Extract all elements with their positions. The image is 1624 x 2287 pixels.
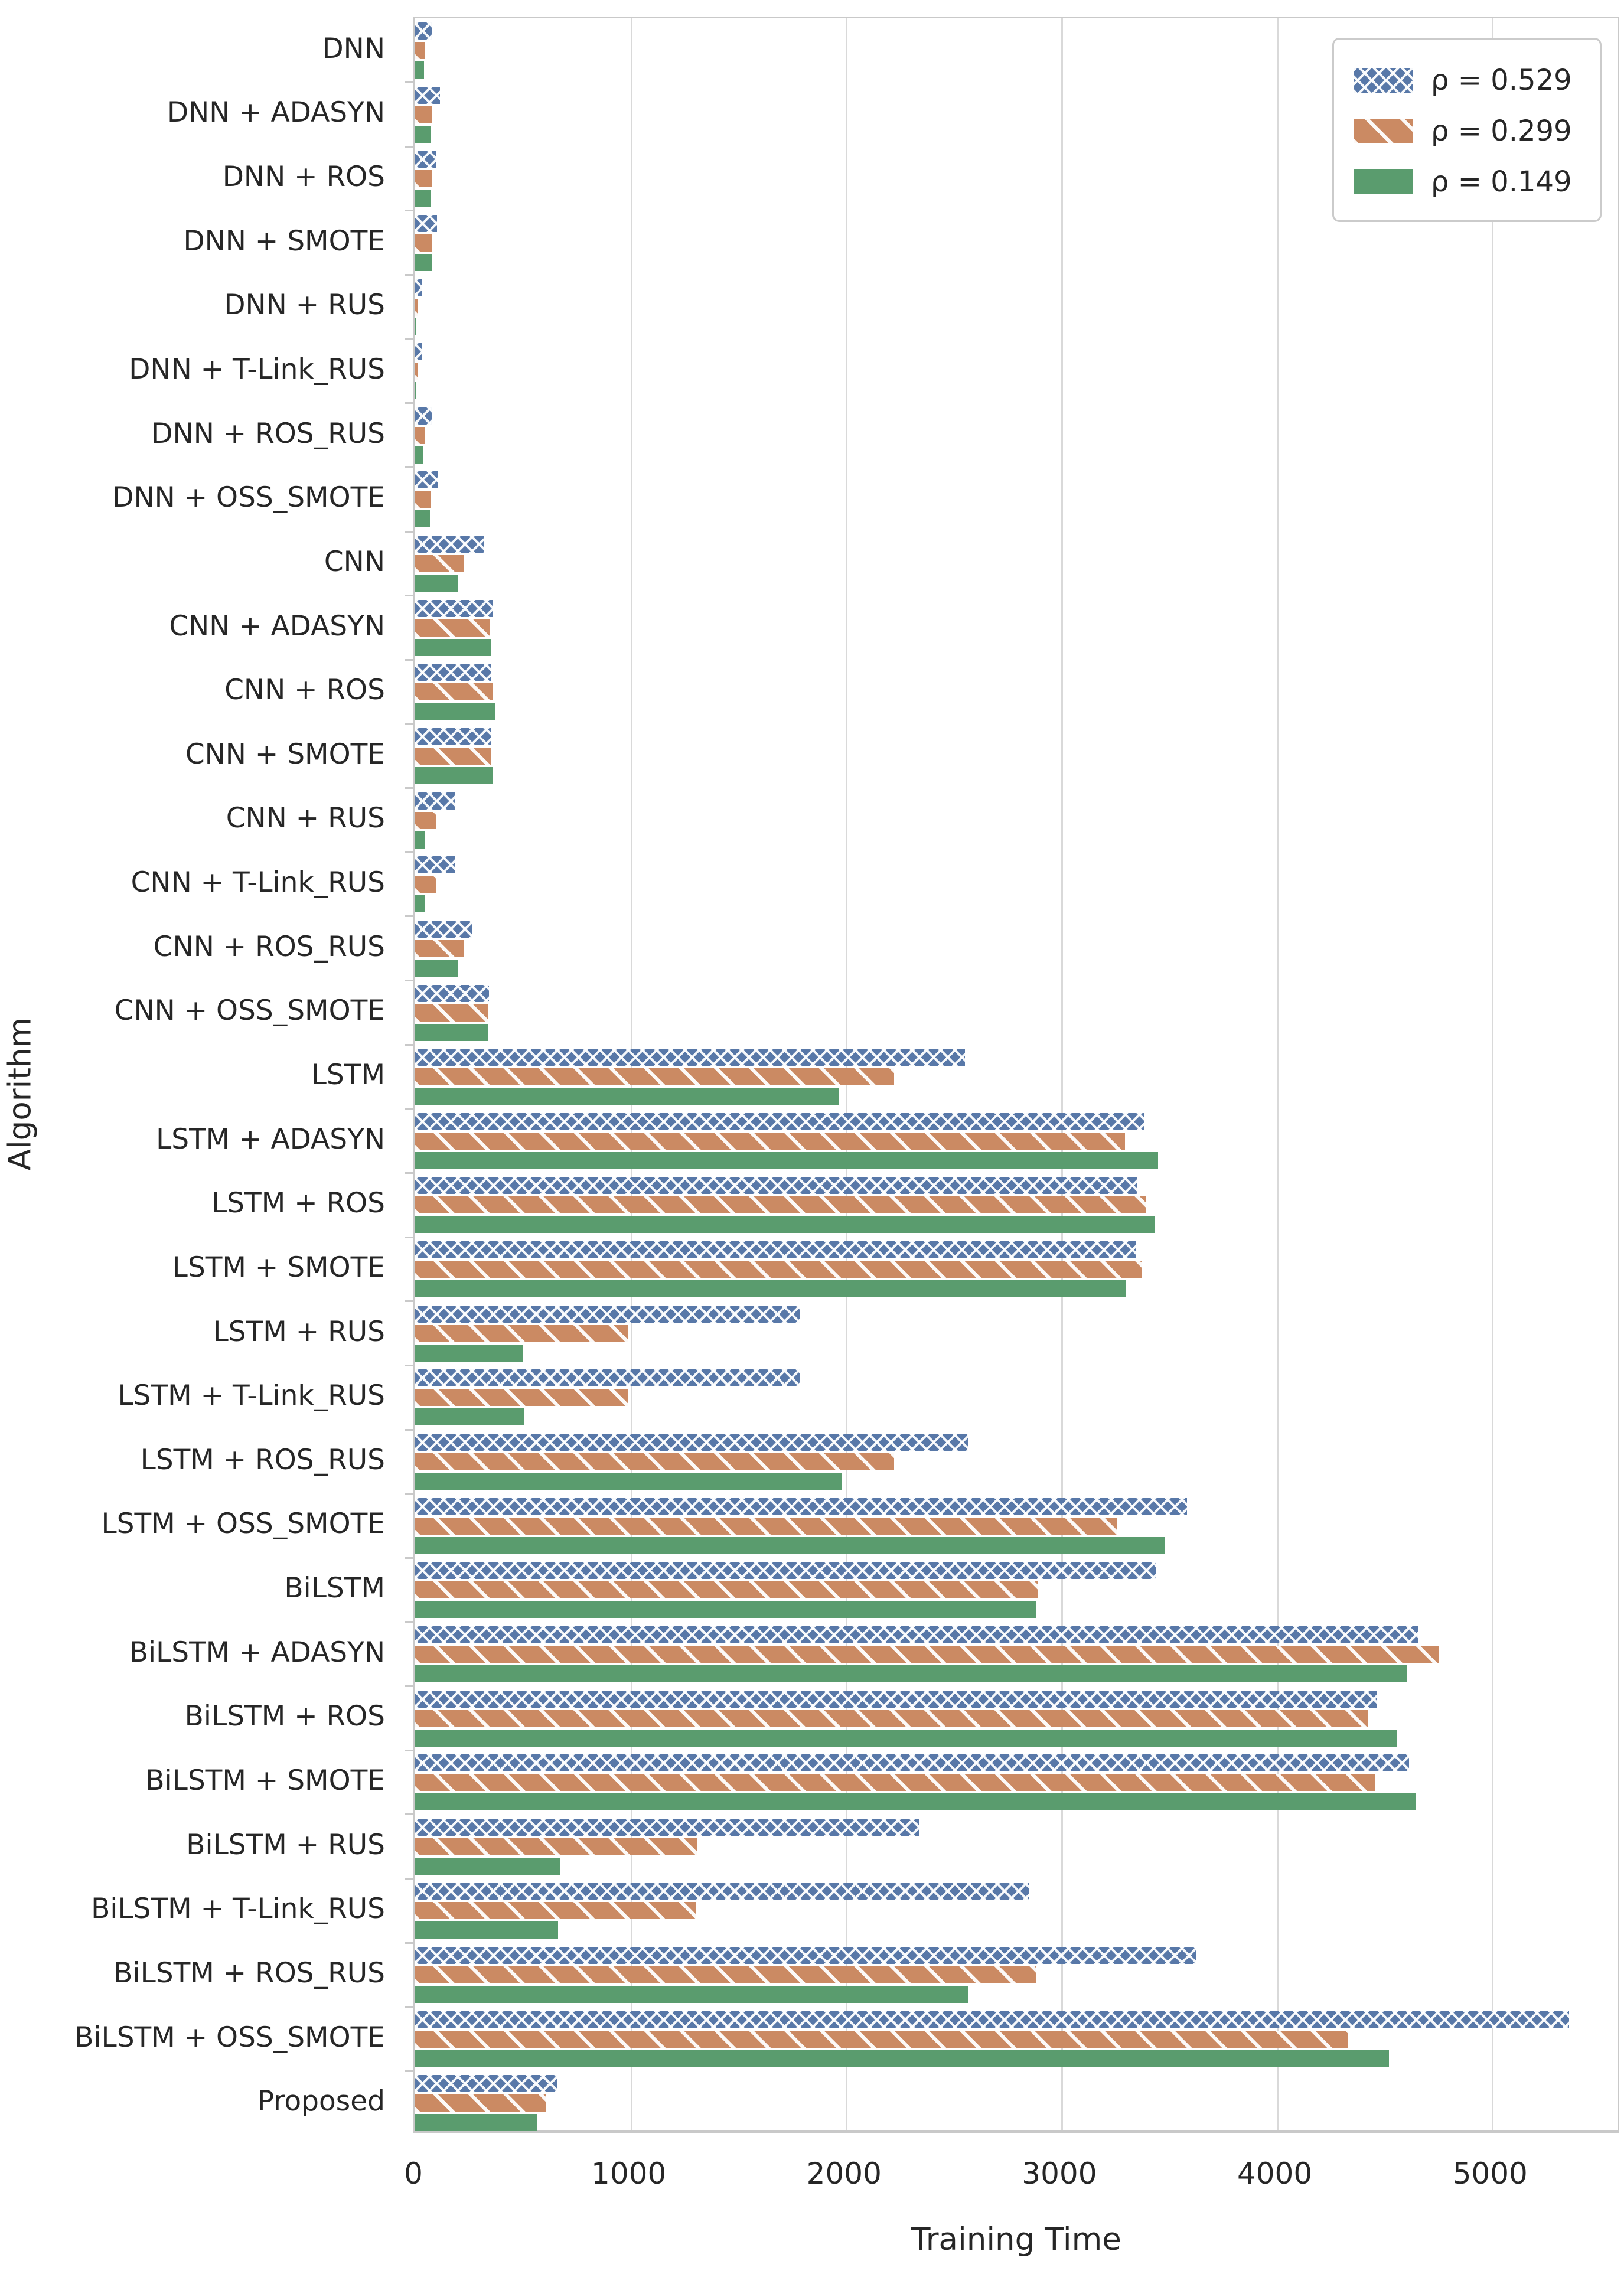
bar (415, 856, 455, 873)
legend-swatch (1354, 119, 1413, 143)
bar (415, 1306, 800, 1323)
bar (415, 1004, 488, 1022)
bar (415, 363, 418, 380)
bar (415, 703, 495, 720)
y-axis-tick (405, 1685, 413, 1687)
y-axis-tick (405, 1429, 413, 1431)
y-tick-label: DNN (322, 32, 385, 65)
y-tick-label: BiLSTM + SMOTE (145, 1764, 385, 1797)
bar (415, 536, 484, 553)
y-tick-label: BiLSTM + OSS_SMOTE (74, 2021, 385, 2054)
y-tick-label: Proposed (257, 2085, 385, 2118)
bar (415, 1177, 1137, 1194)
bar (415, 812, 436, 829)
bar (415, 427, 425, 444)
bar (415, 1068, 894, 1085)
y-tick-labels (0, 17, 399, 2133)
y-axis-tick (405, 1300, 413, 1302)
bar (415, 2075, 557, 2092)
bar (415, 2031, 1348, 2048)
y-axis-tick (405, 81, 413, 83)
y-axis-tick (405, 531, 413, 533)
y-tick-label: LSTM + SMOTE (172, 1251, 385, 1284)
y-axis-tick (405, 210, 413, 211)
bar (415, 318, 416, 335)
y-tick-label: CNN + RUS (226, 802, 385, 835)
bar (415, 1453, 894, 1470)
x-tick-label: 2000 (806, 2156, 882, 2191)
legend-label: ρ = 0.149 (1431, 165, 1572, 198)
bar (415, 2011, 1569, 2028)
y-axis-tick (405, 1365, 413, 1366)
bar (415, 22, 432, 40)
bar (415, 876, 436, 893)
y-axis-tick (405, 980, 413, 981)
legend-label: ρ = 0.299 (1431, 115, 1572, 148)
bar (415, 1408, 524, 1425)
bar (415, 407, 432, 425)
y-tick-label: DNN + OSS_SMOTE (112, 481, 385, 514)
x-tick-label: 0 (404, 2156, 423, 2191)
y-axis-tick (405, 851, 413, 853)
x-tick-label: 1000 (591, 2156, 667, 2191)
bar (415, 1216, 1155, 1233)
bar (415, 106, 432, 123)
legend-label: ρ = 0.529 (1431, 64, 1572, 97)
y-axis-tick (405, 1108, 413, 1110)
bar (415, 831, 425, 849)
bar (415, 446, 423, 464)
bar (415, 960, 458, 977)
bar (415, 1498, 1187, 1515)
y-tick-label: CNN (324, 545, 385, 578)
bar (415, 254, 432, 271)
bar (415, 510, 430, 527)
bar (415, 279, 422, 296)
bar (415, 2114, 537, 2131)
bar (415, 792, 455, 810)
bar (415, 1921, 558, 1939)
bar (415, 151, 436, 168)
bar (415, 1581, 1038, 1598)
y-axis-tick (405, 1750, 413, 1751)
bar (415, 87, 440, 104)
y-axis-tick (405, 338, 413, 340)
bar (415, 575, 458, 592)
bar (415, 190, 431, 207)
y-tick-label: DNN + ADASYN (167, 96, 385, 129)
bar (415, 1261, 1142, 1278)
y-axis-tick (405, 1813, 413, 1815)
y-tick-label: LSTM + ROS (211, 1187, 385, 1220)
bar (415, 1601, 1036, 1618)
bar (415, 471, 438, 488)
bar (415, 748, 491, 765)
bar (415, 1152, 1158, 1169)
bar (415, 600, 493, 617)
y-tick-label: CNN + ADASYN (169, 609, 385, 642)
bar (415, 1325, 628, 1342)
y-tick-label: BiLSTM + ROS_RUS (113, 1956, 385, 1989)
bar (415, 1754, 1409, 1771)
bar (415, 1473, 842, 1490)
y-axis-tick (405, 1044, 413, 1046)
y-tick-label: DNN + ROS_RUS (151, 417, 385, 450)
y-axis-tick (405, 1237, 413, 1238)
y-axis-tick (405, 1878, 413, 1880)
y-axis-tick (405, 595, 413, 596)
bar (415, 767, 493, 784)
bar (415, 1369, 800, 1386)
y-axis-tick (405, 2006, 413, 2008)
bar (415, 1947, 1196, 1964)
y-axis-tick (405, 1493, 413, 1495)
legend-swatch (1354, 169, 1413, 194)
y-axis-tick (405, 1942, 413, 1944)
bar (415, 1966, 1036, 1983)
bar (415, 1691, 1377, 1708)
y-axis-title: Algorithm (2, 1017, 38, 1171)
y-axis-tick (405, 723, 413, 725)
bar (415, 985, 489, 1002)
bar (415, 664, 491, 681)
bar (415, 1434, 968, 1451)
bar (415, 1730, 1397, 1747)
bar (415, 491, 431, 508)
plot-area (413, 17, 1619, 2133)
bar (415, 1819, 919, 1836)
y-tick-label: BiLSTM + ADASYN (129, 1636, 385, 1669)
y-tick-label: DNN + ROS (222, 161, 385, 194)
bar (415, 683, 493, 700)
bar (415, 1389, 628, 1406)
bar (415, 215, 437, 232)
legend-swatch (1354, 68, 1413, 93)
bar (415, 126, 431, 143)
bar (415, 1883, 1029, 1900)
y-tick-label: CNN + T-Link_RUS (131, 866, 385, 899)
bar (415, 1537, 1165, 1554)
y-tick-label: LSTM + T-Link_RUS (118, 1379, 385, 1412)
y-tick-label: BiLSTM + T-Link_RUS (91, 1893, 385, 1926)
y-tick-label: DNN + RUS (224, 289, 385, 322)
y-axis-tick (405, 1621, 413, 1623)
bar (415, 170, 432, 187)
y-tick-label: CNN + ROS (224, 674, 385, 707)
y-tick-label: BiLSTM (284, 1572, 385, 1605)
bar (415, 555, 464, 572)
y-tick-label: LSTM + RUS (213, 1315, 385, 1348)
bar (415, 1774, 1375, 1791)
y-tick-label: LSTM (311, 1058, 385, 1091)
legend-item (1354, 106, 1582, 156)
bar (415, 299, 418, 316)
bar (415, 382, 416, 399)
y-axis-tick (405, 146, 413, 148)
bar (415, 1088, 839, 1105)
y-tick-label: LSTM + ADASYN (156, 1123, 385, 1156)
bar (415, 1838, 697, 1855)
x-tick-label: 3000 (1022, 2156, 1097, 2191)
y-tick-label: LSTM + ROS_RUS (140, 1443, 385, 1476)
y-axis-tick (405, 787, 413, 789)
legend-item (1354, 55, 1582, 106)
y-tick-label: BiLSTM + ROS (184, 1700, 385, 1733)
bar (415, 1646, 1439, 1663)
bar (415, 1196, 1146, 1213)
y-axis-tick (405, 2070, 413, 2072)
bar (415, 1345, 523, 1362)
legend-item (1354, 156, 1582, 207)
bar (415, 1986, 968, 2003)
legend (1332, 38, 1602, 222)
bar (415, 1241, 1136, 1258)
bar (415, 61, 424, 79)
bar (415, 1793, 1416, 1810)
bar (415, 1562, 1156, 1579)
bar (415, 1113, 1144, 1130)
bars-layer (415, 18, 1618, 2130)
bar (415, 42, 425, 59)
bar (415, 1049, 965, 1066)
x-tick-label: 4000 (1237, 2156, 1313, 2191)
y-tick-label: CNN + OSS_SMOTE (114, 994, 385, 1027)
bar (415, 234, 432, 252)
bar (415, 895, 425, 912)
bar (415, 1518, 1117, 1535)
bar (415, 921, 472, 938)
y-axis-tick (405, 466, 413, 468)
x-tick-label: 5000 (1452, 2156, 1528, 2191)
bar (415, 1710, 1368, 1727)
y-axis-tick (405, 659, 413, 661)
x-tick-labels (404, 2156, 1619, 2192)
y-tick-label: LSTM + OSS_SMOTE (101, 1508, 385, 1541)
bar (415, 1133, 1125, 1150)
y-tick-label: DNN + SMOTE (183, 224, 385, 257)
bar (415, 1665, 1407, 1682)
bar (415, 2050, 1389, 2067)
bar (415, 1024, 488, 1041)
y-axis-tick (405, 402, 413, 404)
y-tick-label: CNN + SMOTE (185, 738, 385, 771)
bar (415, 639, 491, 656)
bar (415, 2094, 546, 2112)
y-axis-tick (405, 1172, 413, 1174)
bar (415, 1858, 560, 1875)
bar (415, 728, 491, 745)
x-axis-title: Training Time (911, 2221, 1121, 2257)
bar (415, 1626, 1418, 1643)
y-axis-tick (405, 915, 413, 917)
bar (415, 1902, 696, 1919)
y-axis-tick (405, 274, 413, 276)
bar (415, 343, 422, 360)
y-tick-label: BiLSTM + RUS (186, 1828, 385, 1861)
bar (415, 1280, 1126, 1297)
y-tick-label: CNN + ROS_RUS (153, 930, 385, 963)
y-axis-tick (405, 1557, 413, 1559)
bar (415, 940, 464, 957)
bar (415, 619, 490, 637)
y-tick-label: DNN + T-Link_RUS (129, 353, 385, 386)
